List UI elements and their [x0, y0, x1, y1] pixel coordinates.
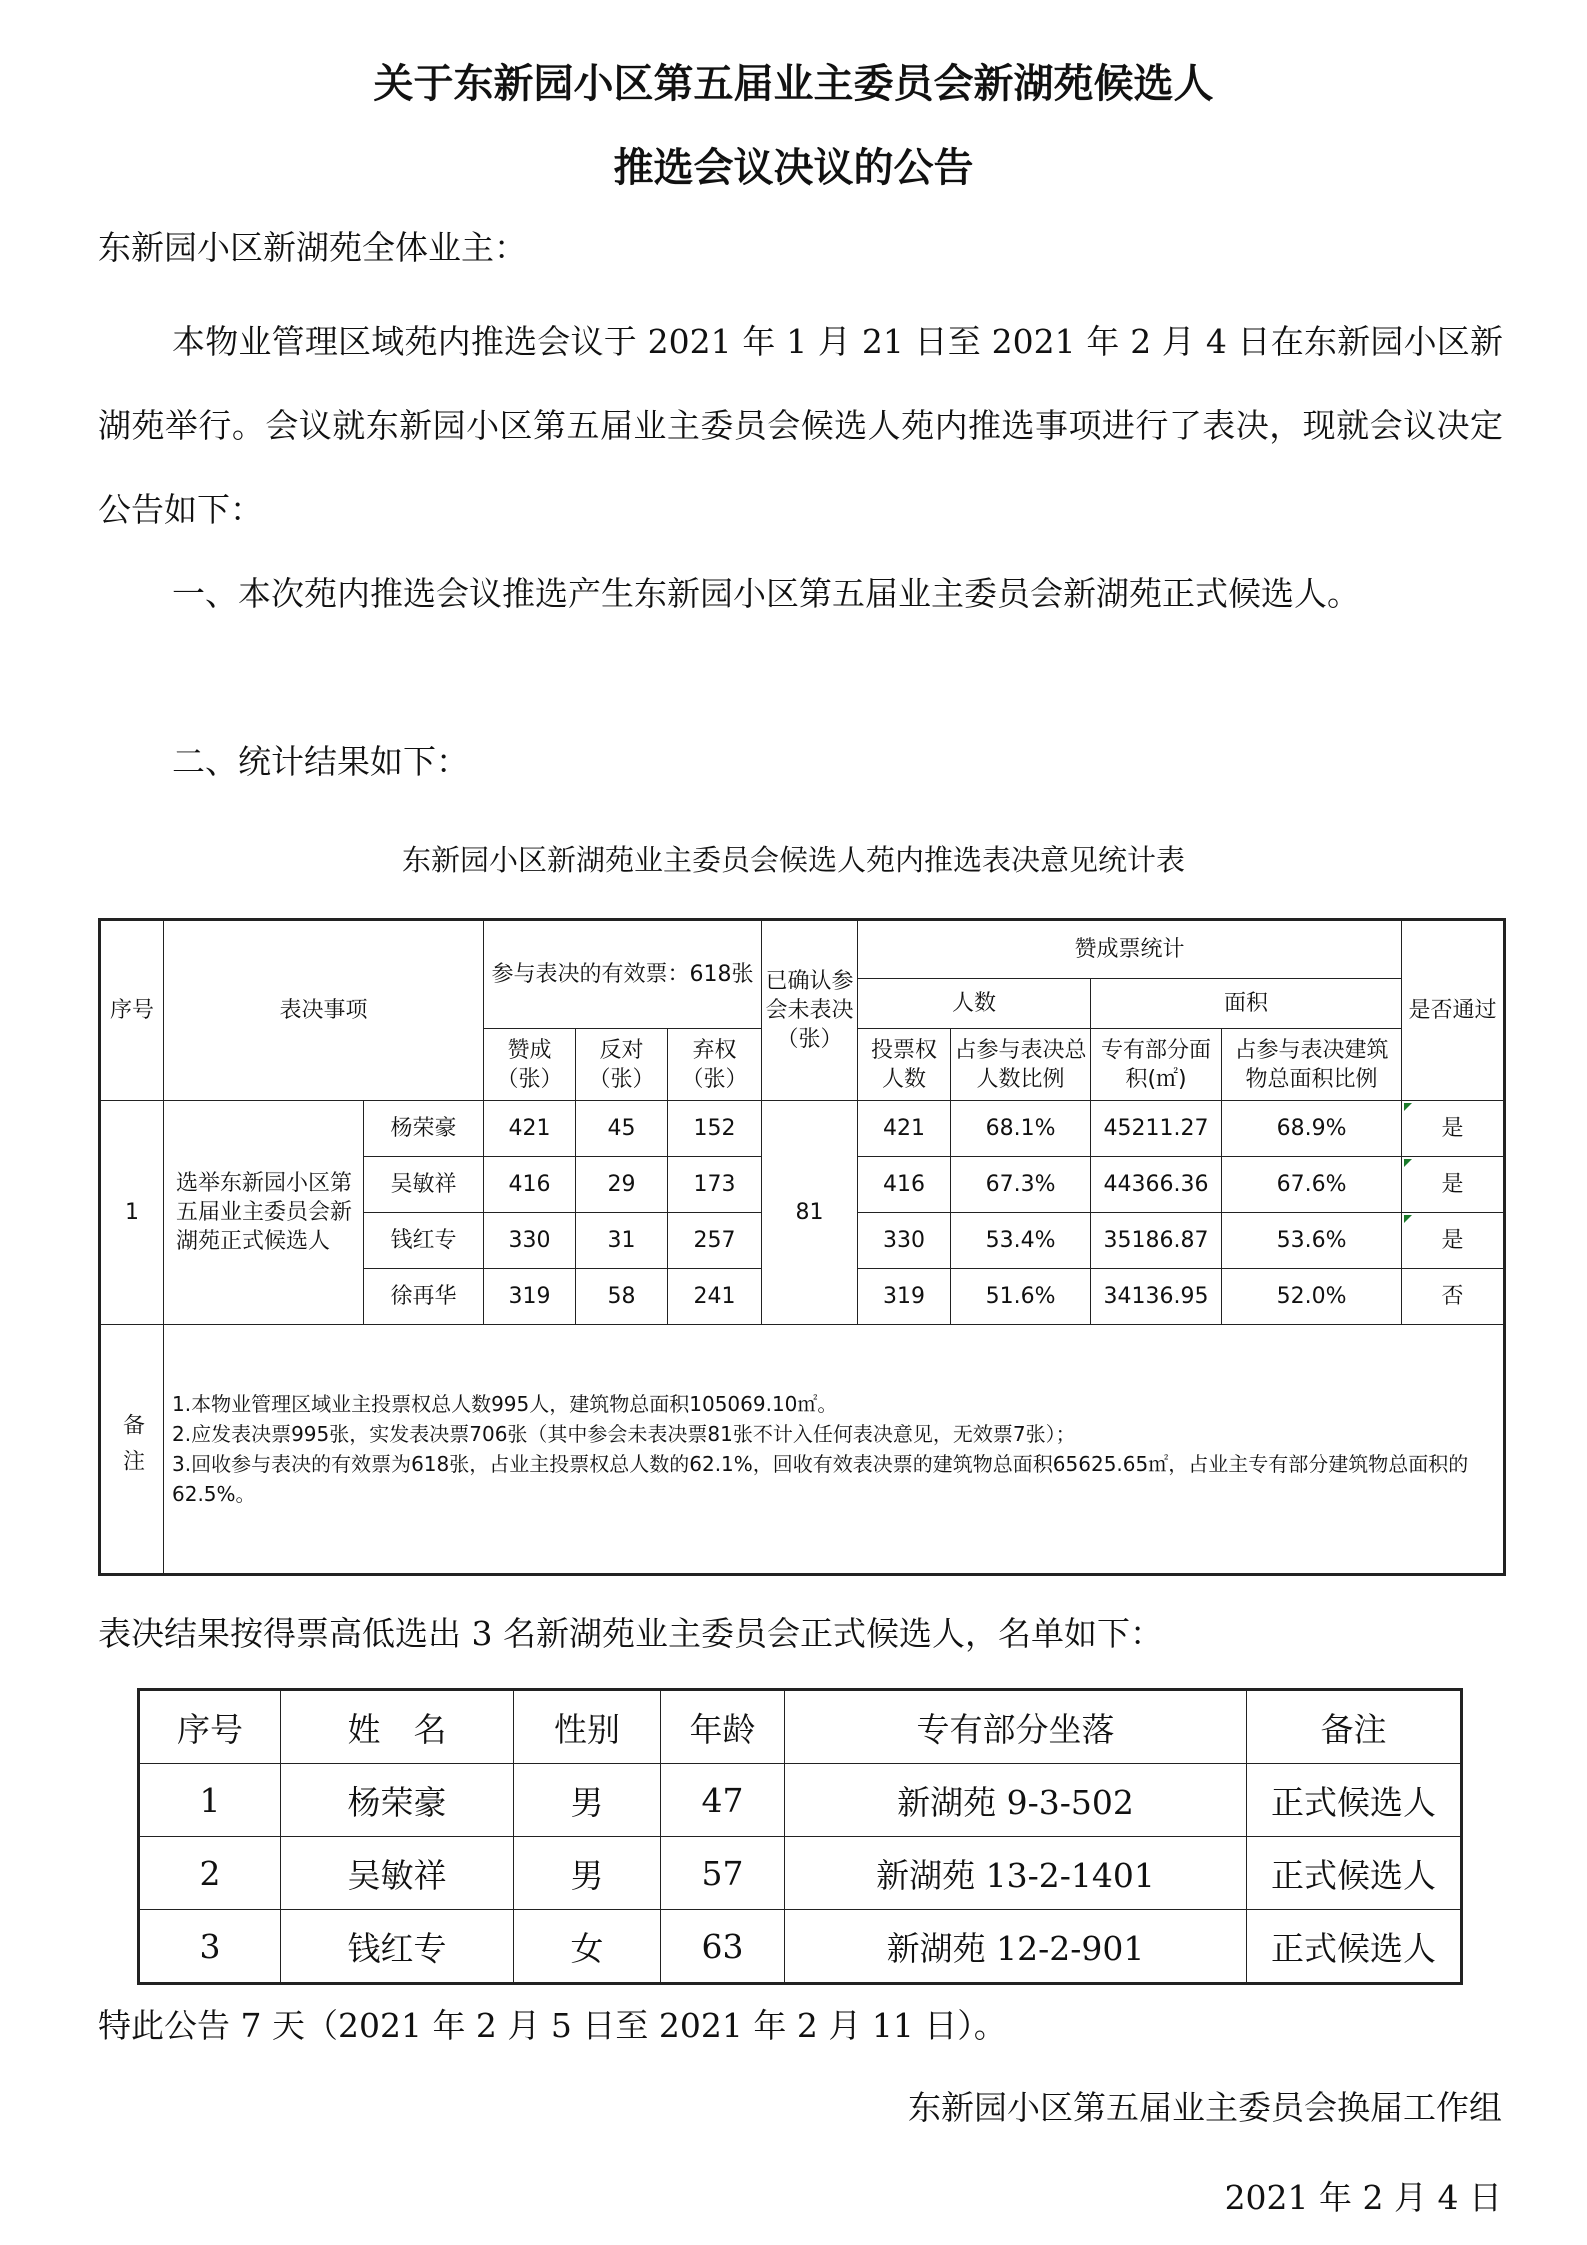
header-against: 反对（张） [576, 1029, 668, 1101]
header-area: 面积 [1091, 979, 1402, 1029]
for-count: 330 [484, 1213, 576, 1269]
greeting: 东新园小区新湖苑全体业主： [98, 228, 527, 267]
seq-cell: 1 [100, 1101, 164, 1325]
cand-name: 杨荣豪 [281, 1764, 514, 1837]
cand-seq: 3 [139, 1910, 281, 1984]
stats-table-caption: 东新园小区新湖苑业主委员会候选人苑内推选表决意见统计表 [401, 843, 1185, 877]
col-location: 专有部分坐落 [785, 1690, 1247, 1764]
signer: 东新园小区第五届业主委员会换届工作组 [908, 2088, 1502, 2127]
candidates-table [137, 1688, 1463, 1985]
cand-remark: 正式候选人 [1247, 1910, 1462, 1984]
summary-line: 表决结果按得票高低选出 3 名新湖苑业主委员会正式候选人，名单如下： [98, 1614, 1163, 1653]
header-motion: 表决事项 [164, 920, 484, 1101]
candidate-name: 吴敏祥 [364, 1157, 484, 1213]
note-2: 2.应发表决票995张，实发表决票706张（其中参会未表决票81张不计入任何表决意见，无效票7张）； [172, 1422, 1076, 1446]
header-undecided: 已确认参会未表决（张） [762, 920, 858, 1101]
area-ratio: 68.9% [1222, 1101, 1402, 1157]
against-count: 31 [576, 1213, 668, 1269]
notes-label: 备注 [100, 1325, 164, 1575]
note-1: 1.本物业管理区域业主投票权总人数995人，建筑物总面积105069.10㎡。 [172, 1392, 838, 1416]
header-valid-votes: 参与表决的有效票：618张 [484, 920, 762, 1029]
header-passed: 是否通过 [1402, 920, 1505, 1101]
cand-age: 57 [661, 1837, 785, 1910]
cand-remark: 正式候选人 [1247, 1764, 1462, 1837]
col-gender: 性别 [514, 1690, 661, 1764]
passed-cell: 是 [1402, 1157, 1505, 1213]
stats-table [98, 918, 1506, 1576]
people-ratio: 51.6% [951, 1269, 1091, 1325]
cand-remark: 正式候选人 [1247, 1837, 1462, 1910]
notice-date: 2021 年 2 月 4 日 [1224, 2178, 1502, 2217]
header-abstain: 弃权（张） [668, 1029, 762, 1101]
abstain-count: 257 [668, 1213, 762, 1269]
item-one: 一、本次苑内推选会议推选产生东新园小区第五届业主委员会新湖苑正式候选人。 [172, 574, 1360, 613]
cand-seq: 2 [139, 1837, 281, 1910]
item-two: 二、统计结果如下： [172, 742, 469, 781]
voters-count: 319 [858, 1269, 951, 1325]
cand-location: 新湖苑 13-2-1401 [785, 1837, 1247, 1910]
area-ratio: 52.0% [1222, 1269, 1402, 1325]
col-remark: 备注 [1247, 1690, 1462, 1764]
passed-cell: 否 [1402, 1269, 1505, 1325]
for-count: 416 [484, 1157, 576, 1213]
closing-line: 特此公告 7 天（2021 年 2 月 5 日至 2021 年 2 月 11 日）。 [98, 2006, 1007, 2045]
header-voters: 投票权人数 [858, 1029, 951, 1101]
table-header-row [139, 1690, 1462, 1764]
against-count: 58 [576, 1269, 668, 1325]
area-value: 34136.95 [1091, 1269, 1222, 1325]
passed-cell: 是 [1402, 1101, 1505, 1157]
motion-cell: 选举东新园小区第五届业主委员会新湖苑正式候选人 [164, 1101, 364, 1325]
cand-gender: 男 [514, 1764, 661, 1837]
abstain-count: 152 [668, 1101, 762, 1157]
notice-title-line2: 推选会议决议的公告 [613, 145, 974, 191]
cand-age: 63 [661, 1910, 785, 1984]
for-count: 319 [484, 1269, 576, 1325]
area-ratio: 67.6% [1222, 1157, 1402, 1213]
people-ratio: 67.3% [951, 1157, 1091, 1213]
cand-name: 吴敏祥 [281, 1837, 514, 1910]
area-ratio: 53.6% [1222, 1213, 1402, 1269]
table-row [139, 1764, 1462, 1837]
notes-cell [164, 1325, 1505, 1575]
cand-seq: 1 [139, 1764, 281, 1837]
candidate-name: 徐再华 [364, 1269, 484, 1325]
for-count: 421 [484, 1101, 576, 1157]
notice-title-line1: 关于东新园小区第五届业主委员会新湖苑候选人 [373, 61, 1214, 107]
cand-gender: 女 [514, 1910, 661, 1984]
cand-name: 钱红专 [281, 1910, 514, 1984]
against-count: 45 [576, 1101, 668, 1157]
header-seq: 序号 [100, 920, 164, 1101]
cand-location: 新湖苑 12-2-901 [785, 1910, 1247, 1984]
area-value: 35186.87 [1091, 1213, 1222, 1269]
header-exclusive-area: 专有部分面积(㎡) [1091, 1029, 1222, 1101]
people-ratio: 53.4% [951, 1213, 1091, 1269]
voters-count: 421 [858, 1101, 951, 1157]
people-ratio: 68.1% [951, 1101, 1091, 1157]
area-value: 45211.27 [1091, 1101, 1222, 1157]
cand-location: 新湖苑 9-3-502 [785, 1764, 1247, 1837]
voters-count: 416 [858, 1157, 951, 1213]
abstain-count: 173 [668, 1157, 762, 1213]
undecided-cell: 81 [762, 1101, 858, 1325]
table-row [139, 1837, 1462, 1910]
col-age: 年龄 [661, 1690, 785, 1764]
table-row [100, 1101, 1505, 1157]
cand-age: 47 [661, 1764, 785, 1837]
abstain-count: 241 [668, 1269, 762, 1325]
header-people: 人数 [858, 979, 1091, 1029]
note-3: 3.回收参与表决的有效票为618张，占业主投票权总人数的62.1%，回收有效表决票的建筑物总面积65625.65㎡，占业主专有部分建筑物总面积的62.5%。 [172, 1452, 1469, 1506]
header-people-ratio: 占参与表决总人数比例 [951, 1029, 1091, 1101]
cand-gender: 男 [514, 1837, 661, 1910]
header-approval-stats: 赞成票统计 [858, 920, 1402, 979]
passed-cell: 是 [1402, 1213, 1505, 1269]
header-area-ratio: 占参与表决建筑物总面积比例 [1222, 1029, 1402, 1101]
area-value: 44366.36 [1091, 1157, 1222, 1213]
candidate-name: 钱红专 [364, 1213, 484, 1269]
voters-count: 330 [858, 1213, 951, 1269]
col-name: 姓 名 [281, 1690, 514, 1764]
table-row [139, 1910, 1462, 1984]
against-count: 29 [576, 1157, 668, 1213]
col-seq: 序号 [139, 1690, 281, 1764]
body-paragraph: 本物业管理区域苑内推选会议于 2021 年 1 月 21 日至 2021 年 2 月 4 日在东新园小区新湖苑举行。会议就东新园小区第五届业主委员会候选人苑内推选事项进行了表决，现就会议决定公告如下： [98, 322, 1503, 529]
header-for: 赞成（张） [484, 1029, 576, 1101]
candidate-name: 杨荣豪 [364, 1101, 484, 1157]
